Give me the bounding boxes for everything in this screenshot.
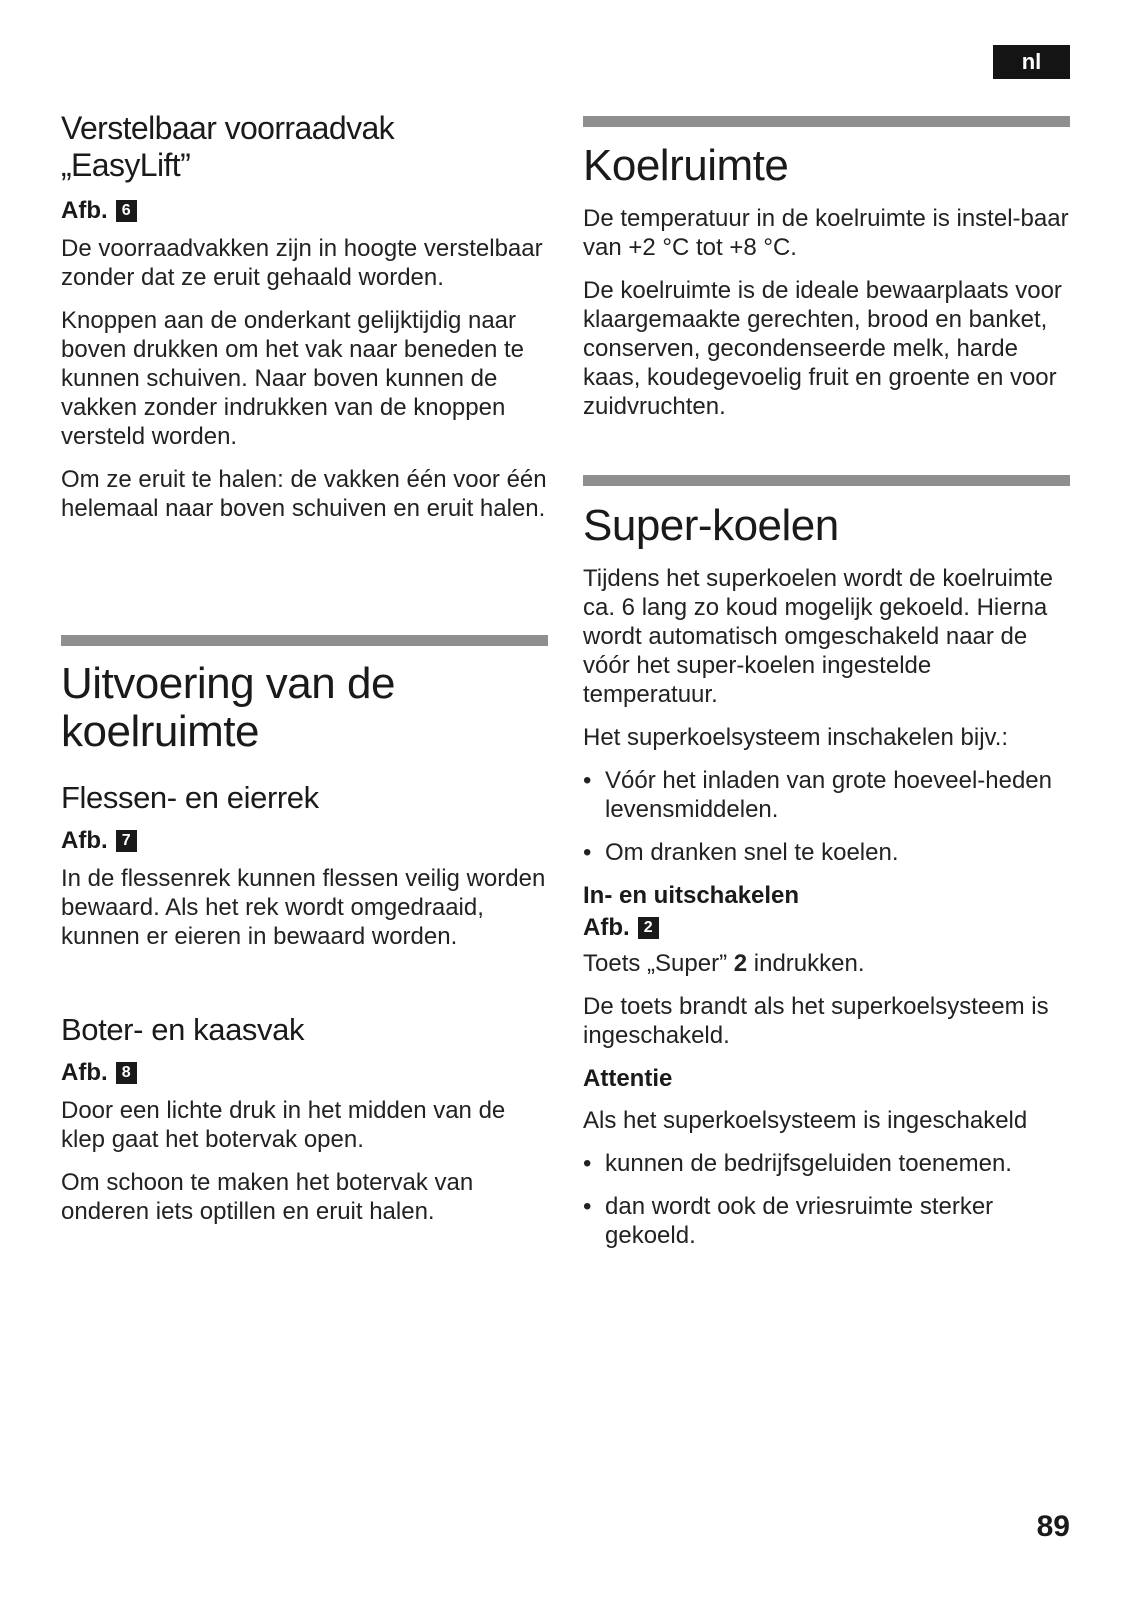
koelruimte-title: Koelruimte xyxy=(583,141,789,190)
superkoelen-title: Super-koelen xyxy=(583,501,839,550)
easylift-title xyxy=(61,110,548,184)
superkoelen-paragraph-2: Het superkoelsysteem inschakelen bijv.: xyxy=(583,724,1009,751)
list-item-text: Om dranken snel te koelen. xyxy=(605,839,899,866)
easylift-title-line2: „EasyLift” xyxy=(61,147,191,183)
bullet-dot: • xyxy=(583,1150,592,1177)
section-divider xyxy=(583,116,1070,127)
uitvoering-title-line1: Uitvoering van de xyxy=(61,659,395,708)
list-item-text: Vóór het inladen van grote hoeveel-heden levensmiddelen. xyxy=(605,767,1052,823)
koelruimte-paragraph-2: De koelruimte is de ideale bewaarplaats voor klaargemaakte gerechten, brood en banket, conserven, gecondenseerde melk, harde kaas, koudegevoelig fruit en groente en voor zuidvruchten. xyxy=(583,277,1062,420)
flessen-section xyxy=(61,780,548,951)
figure-number-badge: 2 xyxy=(638,917,659,939)
page-number: 89 xyxy=(1036,1510,1070,1543)
list-item xyxy=(583,766,1070,824)
superkoelen-section xyxy=(583,502,1070,1250)
figure-number-badge: 8 xyxy=(116,1062,137,1084)
koelruimte-paragraph-1: De temperatuur in de koelruimte is instel-baar van +2 °C tot +8 °C. xyxy=(583,205,1069,261)
superkoelen-paragraph-1: Tijdens het superkoelen wordt de koelruimte ca. 6 lang zo koud mogelijk gekoeld. Hierna wordt automatisch omgeschakeld naar de vóór het super-koelen ingestelde temperatuur. xyxy=(583,565,1054,708)
switch-label: In- en uitschakelen xyxy=(583,882,800,909)
bullet-dot: • xyxy=(583,1193,592,1220)
boter-section xyxy=(61,1012,548,1226)
easylift-paragraph-2: Knoppen aan de onderkant gelijktijdig naar boven drukken om het vak naar beneden te kunnen schuiven. Naar boven kunnen de vakken zonder indrukken van de knoppen versteld worden. xyxy=(61,307,524,450)
list-item xyxy=(583,838,1070,867)
list-item-text: dan wordt ook de vriesruimte sterker gekoeld. xyxy=(605,1193,994,1249)
uitvoering-title-line2: koelruimte xyxy=(61,707,259,756)
superkoelen-paragraph-4: Als het superkoelsysteem is ingeschakeld xyxy=(583,1107,1028,1134)
flessen-title: Flessen- en eierrek xyxy=(61,780,319,815)
uitvoering-title xyxy=(61,660,548,756)
bullet-dot: • xyxy=(583,767,592,794)
boter-title: Boter- en kaasvak xyxy=(61,1012,305,1047)
list-item xyxy=(583,1149,1070,1178)
toets-key-number: 2 xyxy=(733,950,748,977)
easylift-paragraph-1: De voorraadvakken zijn in hoogte verstelbaar zonder dat ze eruit gehaald worden. xyxy=(61,235,543,291)
easylift-figure-ref xyxy=(61,196,548,226)
language-tab: nl xyxy=(993,45,1070,79)
figure-ref-label: Afb. xyxy=(61,827,108,854)
figure-number-badge: 6 xyxy=(116,200,137,222)
figure-ref-label: Afb. xyxy=(583,914,630,941)
uitvoering-section xyxy=(61,660,548,756)
boter-figure-ref xyxy=(61,1058,548,1088)
easylift-title-line1: Verstelbaar voorraadvak xyxy=(61,110,395,146)
toets-text-before: Toets „Super” xyxy=(583,950,734,977)
boter-paragraph-2: Om schoon te maken het botervak van onderen iets optillen en eruit halen. xyxy=(61,1169,474,1225)
easylift-section xyxy=(61,110,548,523)
flessen-figure-ref xyxy=(61,826,548,856)
boter-paragraph-1: Door een lichte druk in het midden van de klep gaat het botervak open. xyxy=(61,1097,506,1153)
superkoelen-figure-ref xyxy=(583,913,1070,943)
flessen-paragraph-1: In de flessenrek kunnen flessen veilig worden bewaard. Als het rek wordt omgedraaid, kunnen er eieren in bewaard worden. xyxy=(61,865,546,950)
superkoelen-paragraph-3: De toets brandt als het superkoelsysteem is ingeschakeld. xyxy=(583,993,1049,1049)
figure-number-badge: 7 xyxy=(116,830,137,852)
list-item xyxy=(583,1192,1070,1250)
section-divider xyxy=(583,475,1070,486)
figure-ref-label: Afb. xyxy=(61,1059,108,1086)
figure-ref-label: Afb. xyxy=(61,197,108,224)
bullet-dot: • xyxy=(583,839,592,866)
list-item-text: kunnen de bedrijfsgeluiden toenemen. xyxy=(605,1150,1012,1177)
toets-text-after: indrukken. xyxy=(747,950,865,977)
easylift-paragraph-3: Om ze eruit te halen: de vakken één voor één helemaal naar boven schuiven en eruit halen. xyxy=(61,466,547,522)
attention-label: Attentie xyxy=(583,1065,673,1092)
section-divider xyxy=(61,635,548,646)
koelruimte-section xyxy=(583,142,1070,421)
toets-instruction xyxy=(583,949,1070,978)
